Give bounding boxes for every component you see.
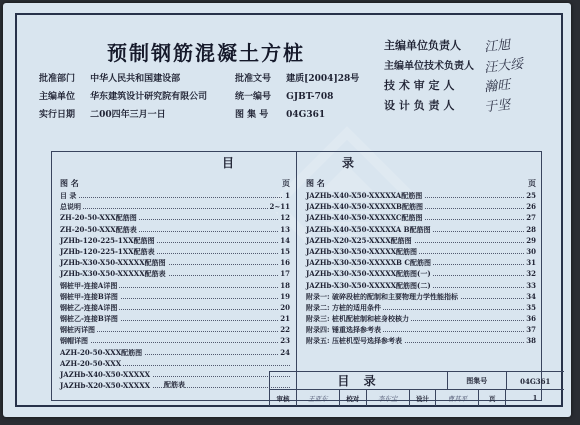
contents-left-column — [60, 178, 290, 391]
contents-row — [60, 201, 290, 212]
row-title: 钢桩丙详图 — [60, 325, 95, 335]
atlas-cover-page — [3, 3, 571, 417]
row-title: 钢桩乙-连接B详图 — [60, 314, 118, 324]
row-page: 21 — [280, 314, 290, 324]
row-title: JAZHb-X20-X50-XXXXX — [60, 381, 151, 391]
atlas-label: 图集号 — [466, 376, 488, 385]
contents-row — [306, 280, 536, 291]
row-title: 附录三: 桩机配桩制和桩身校核力 — [306, 314, 410, 324]
row-title: JAZHb-X30-X50-XXXXX配筋图 — [306, 246, 418, 256]
row-title: 附录一: 破碎段桩的配制和主要物理力学性能指标 — [306, 291, 459, 301]
column-header — [306, 178, 536, 190]
row-page: 32 — [526, 269, 536, 279]
row-page: 20 — [280, 302, 290, 312]
page-title: 预制钢筋混凝土方桩 — [107, 41, 305, 65]
info-atlas-number — [235, 107, 325, 120]
row-note: 配筋表 — [164, 380, 185, 389]
contents-row — [60, 235, 290, 246]
info-unified-number — [235, 89, 333, 102]
row-page: 36 — [526, 314, 536, 324]
contents-row — [306, 324, 536, 335]
approval-cell — [270, 390, 297, 406]
info-approving-dept — [39, 71, 180, 84]
info-label: 批准文号 — [235, 74, 272, 84]
contents-row — [306, 235, 536, 246]
contents-row — [306, 291, 536, 302]
contents-heading-right: 录 — [342, 156, 359, 170]
row-title: JAZHb-X30-X50-XXXXXB C配筋图 — [306, 258, 431, 268]
row-title: JZHb-X30-X50-XXXXX配筋图 — [60, 258, 166, 268]
row-page: 34 — [526, 291, 536, 301]
info-label: 统一编号 — [235, 92, 272, 102]
row-page: 25 — [526, 191, 536, 200]
contents-row — [306, 268, 536, 279]
row-page: 22 — [280, 325, 290, 335]
row-title: ZH-20-50-XXX配筋图 — [60, 213, 137, 223]
row-page: 23 — [280, 336, 290, 346]
row-title: JZHb-120-225-1XX配筋表 — [60, 246, 155, 256]
row-page: 38 — [526, 336, 536, 346]
row-title: JAZHb-X40-X50-XXXXXA B配筋图 — [306, 224, 431, 234]
row-page: 17 — [280, 269, 290, 279]
row-page: 2~11 — [269, 202, 290, 212]
row-page: 33 — [526, 280, 536, 290]
row-title: ZH-20-50-XXX配筋表 — [60, 224, 137, 234]
contents-row — [60, 347, 290, 358]
contents-row — [60, 268, 290, 279]
dot-leader — [60, 208, 290, 209]
row-title: AZH-20-50-XXX配筋图 — [60, 347, 143, 357]
signatory-role: 技 术 审 定 人 — [384, 79, 455, 92]
approval-label: 审核 — [276, 394, 290, 403]
row-page: 30 — [526, 246, 536, 256]
contents-row — [60, 212, 290, 223]
signature: 于坚 — [483, 97, 511, 116]
signatory-row — [384, 57, 559, 77]
row-title: JAZHb-X30-X50-XXXXX配筋图(二) — [306, 280, 431, 290]
info-value: GJBT-708 — [286, 92, 334, 102]
info-value: 建质[2004]28号 — [286, 74, 360, 84]
contents-row — [60, 257, 290, 268]
footer-title: 目 录 — [269, 371, 448, 390]
row-title: 附录四: 锤重选择参考表 — [306, 325, 382, 335]
row-page: 26 — [526, 202, 536, 212]
signatory-role: 主编单位技术负责人 — [384, 61, 474, 72]
info-value: 中华人民共和国建设部 — [90, 74, 181, 84]
contents-row — [60, 335, 290, 346]
row-title: 钢桩甲-连接B详图 — [60, 291, 118, 301]
contents-row — [60, 358, 290, 369]
signatory-role: 主编单位负责人 — [384, 39, 461, 52]
footer-atlas-box — [447, 371, 564, 390]
contents-row — [60, 291, 290, 302]
approval-label: 1 — [532, 394, 538, 402]
row-title: JAZHb-X20-X25-XXXX配筋图 — [306, 235, 412, 245]
row-page: 24 — [280, 347, 290, 357]
row-title: AZH-20-50-XXX — [60, 358, 122, 368]
column-header-name: 图 名 — [60, 178, 79, 188]
contents-row — [306, 201, 536, 212]
row-page: 18 — [280, 280, 290, 290]
row-title: JAZHb-X40-X50-XXXXXC配筋图 — [306, 213, 423, 223]
dot-leader — [60, 197, 290, 198]
contents-row — [306, 246, 536, 257]
contents-row — [60, 280, 290, 291]
approval-row — [269, 389, 564, 406]
approval-cell — [436, 390, 479, 406]
contents-row — [60, 190, 290, 201]
info-value: 04G361 — [286, 110, 326, 120]
row-title: JAZHb-X30-X50-XXXXX配筋图(一) — [306, 269, 431, 279]
contents-row — [306, 335, 536, 346]
contents-row — [60, 302, 290, 313]
row-page: 28 — [526, 224, 536, 234]
left-rows — [60, 190, 290, 391]
signatory-block — [384, 37, 559, 117]
info-label: 图 集 号 — [235, 110, 269, 120]
approval-label: 页 — [488, 394, 496, 403]
signature: 瀚旺 — [483, 77, 511, 96]
contents-table — [51, 151, 542, 401]
row-page: 13 — [280, 224, 290, 234]
approval-label: 校对 — [346, 394, 360, 403]
column-header — [60, 178, 290, 190]
row-page: 37 — [526, 325, 536, 335]
approval-cell — [367, 390, 410, 406]
contents-row — [60, 246, 290, 257]
row-title: 目 录 — [60, 191, 77, 200]
row-page: 35 — [526, 302, 536, 312]
contents-row — [306, 313, 536, 324]
info-label: 主编单位 — [39, 92, 76, 102]
info-value: 二00四年三月一日 — [90, 110, 166, 120]
signature: 江旭 — [483, 37, 511, 56]
contents-row — [306, 302, 536, 313]
row-title: 钢桩甲-连接A详图 — [60, 280, 118, 290]
signatory-row — [384, 97, 559, 117]
row-page: 29 — [526, 235, 536, 245]
column-header-page: 页 — [528, 178, 536, 188]
row-title: 附录五: 压桩机型号选择参考表 — [306, 336, 403, 346]
contents-row — [306, 224, 536, 235]
contents-row — [60, 324, 290, 335]
row-title: JAZHb-X40-X50-XXXXXB配筋图 — [306, 202, 423, 212]
column-divider — [296, 152, 297, 400]
info-approval-number — [235, 71, 359, 84]
row-page: 31 — [526, 258, 536, 268]
info-label: 批准部门 — [39, 74, 76, 84]
column-header-page: 页 — [282, 178, 290, 188]
signature: 汪大绥 — [483, 56, 524, 76]
column-header-name: 图 名 — [306, 178, 325, 188]
contents-row — [306, 257, 536, 268]
row-page: 27 — [526, 213, 536, 223]
contents-row — [60, 224, 290, 235]
row-page: 1 — [285, 191, 290, 200]
row-title: JAZHb-X40-X50-XXXXX — [60, 370, 151, 379]
contents-row — [306, 190, 536, 201]
atlas-value: 04G361 — [506, 372, 565, 390]
row-title: 附录二: 方桩的适用条件 — [306, 302, 382, 312]
approval-cell — [479, 390, 506, 406]
signatory-row — [384, 37, 559, 57]
info-effective-date — [39, 107, 166, 120]
row-page: 16 — [280, 258, 290, 268]
approval-signature: 李东宝 — [377, 394, 398, 403]
approval-cell — [410, 390, 437, 406]
contents-heading-left: 目 — [222, 156, 239, 170]
row-title: JZHb-120-225-1XX配筋图 — [60, 235, 155, 245]
approval-cell — [297, 390, 340, 406]
signatory-role: 设 计 负 责 人 — [384, 99, 455, 112]
drawing-frame — [15, 13, 563, 407]
info-label: 实行日期 — [39, 110, 76, 120]
right-rows — [306, 190, 536, 347]
info-chief-editor-unit — [39, 89, 207, 102]
approval-signature: 王亚东 — [308, 394, 328, 403]
approval-cell — [506, 390, 564, 406]
row-title: 钢桩乙-连接A详图 — [60, 302, 118, 312]
approval-label: 设计 — [415, 394, 429, 403]
row-title: 钢帽详图 — [60, 336, 88, 346]
contents-right-column — [306, 178, 536, 347]
row-title: JZHb-X30-X50-XXXXX配筋表 — [60, 269, 166, 279]
row-page: 15 — [280, 246, 290, 256]
approval-cell — [340, 390, 367, 406]
contents-row — [60, 313, 290, 324]
dot-leader — [60, 342, 290, 343]
approval-signature: 曹其平 — [447, 394, 468, 403]
row-page: 12 — [280, 213, 290, 223]
info-value: 华东建筑设计研究院有限公司 — [90, 92, 208, 102]
contents-row — [306, 212, 536, 223]
row-page: 14 — [280, 235, 290, 245]
row-title: JAZHb-X40-X50-XXXXXA配筋图 — [306, 191, 423, 200]
signatory-row — [384, 77, 559, 97]
row-page: 19 — [280, 291, 290, 301]
row-title: 总说明 — [60, 202, 81, 212]
